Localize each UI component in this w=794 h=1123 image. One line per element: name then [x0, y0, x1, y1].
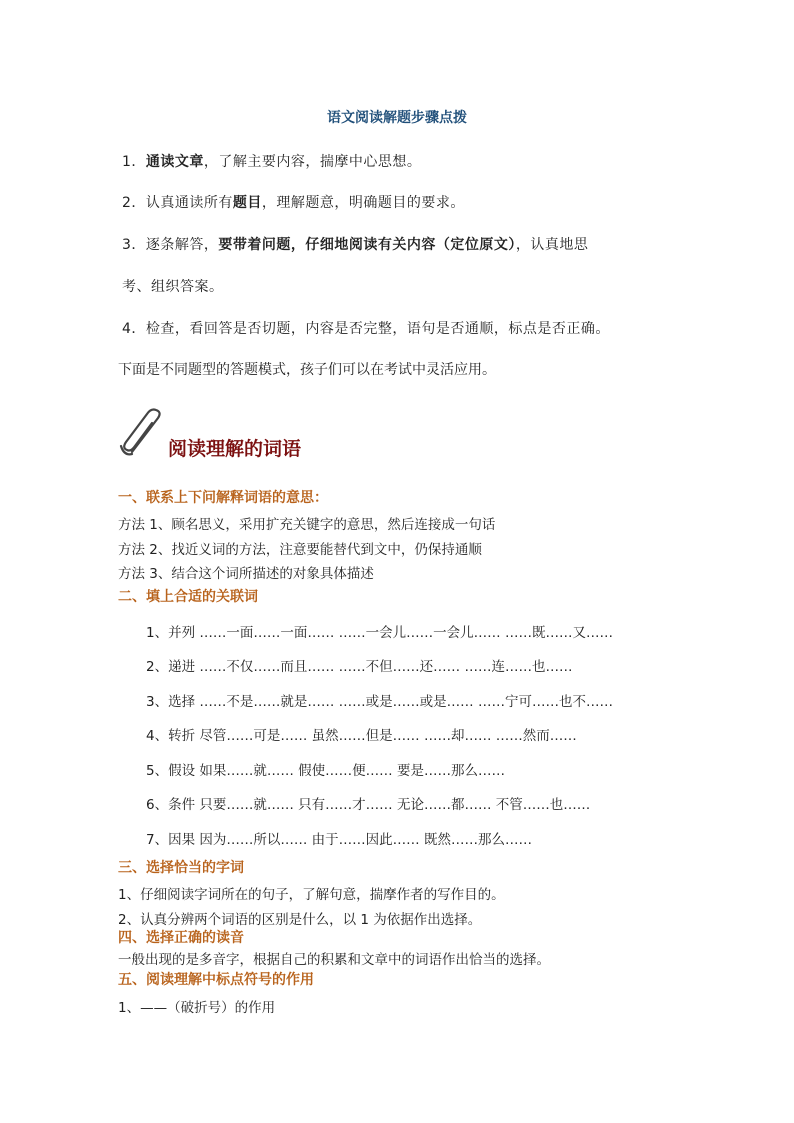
conjunction-row: 2、递进 ……不仅……而且…… ……不但……还…… ……连……也……	[146, 659, 573, 675]
intro-text: 下面是不同题型的答题模式，孩子们可以在考试中灵活应用。	[118, 362, 496, 378]
section-title: 阅读理解的词语	[168, 438, 302, 460]
step-2	[122, 192, 465, 212]
conjunction-row: 7、因果 因为……所以…… 由于……因此…… 既然……那么……	[146, 832, 532, 848]
step-text: 逐条解答，	[145, 237, 219, 253]
step-number: 2．	[122, 195, 146, 211]
reading-tip: 一般出现的是多音字，根据自己的积累和文章中的词语作出恰当的选择。	[118, 952, 550, 968]
step-number: 3．	[122, 237, 146, 253]
heading-4: 四、选择正确的读音	[118, 930, 244, 946]
step-1	[122, 151, 421, 171]
step-keyword: 题目	[232, 195, 262, 211]
method-2: 方法 2、找近义词的方法，注意要能替代到文中，仍保持通顺	[118, 542, 482, 558]
word-tip: 1、仔细阅读字词所在的句子，了解句意，揣摩作者的写作目的。	[118, 887, 505, 903]
heading-2: 二、填上合适的关联词	[118, 589, 258, 605]
punctuation-item: 1、——（破折号）的作用	[118, 1000, 276, 1016]
heading-1: 一、联系上下问解释词语的意思：	[118, 490, 328, 506]
step-text: 认真通读所有	[145, 195, 233, 211]
method-3: 方法 3、结合这个词所描述的对象具体描述	[118, 566, 374, 582]
step-text: 考、组织答案。	[122, 279, 224, 295]
step-text: ，了解主要内容，揣摩中心思想。	[203, 154, 422, 170]
conjunction-row: 3、选择 ……不是……就是…… ……或是……或是…… ……宁可……也不……	[146, 694, 613, 710]
step-text: ，理解题意，明确题目的要求。	[261, 195, 465, 211]
conjunction-row: 4、转折 尽管……可是…… 虽然……但是…… ……却…… ……然而……	[146, 728, 577, 744]
conjunction-row: 5、假设 如果……就…… 假使……便…… 要是……那么……	[146, 763, 505, 779]
conjunction-row: 1、并列 ……一面……一面…… ……一会儿……一会儿…… ……既……又……	[146, 625, 613, 641]
step-3	[122, 234, 588, 254]
step-3-continued	[122, 276, 224, 296]
step-keyword: 通读文章	[145, 154, 204, 170]
step-keyword: 要带着问题，仔细地阅读有关内容（定位原文）	[218, 237, 516, 253]
step-4	[122, 318, 610, 338]
page-title: 语文阅读解题步骤点拨	[327, 110, 467, 126]
step-text: ，认真地思	[515, 237, 589, 253]
heading-5: 五、阅读理解中标点符号的作用	[118, 972, 314, 988]
heading-3: 三、选择恰当的字词	[118, 860, 244, 876]
conjunction-row: 6、条件 只要……就…… 只有……才…… 无论……都…… 不管……也……	[146, 797, 591, 813]
method-1: 方法 1、顾名思义，采用扩充关键字的意思，然后连接成一句话	[118, 517, 496, 533]
step-number: 1．	[122, 154, 146, 170]
word-tip: 2、认真分辨两个词语的区别是什么，以 1 为依据作出选择。	[118, 912, 482, 928]
step-number: 4．	[122, 321, 146, 337]
paperclip-icon	[118, 408, 168, 464]
step-text: 检查，看回答是否切题，内容是否完整，语句是否通顺，标点是否正确。	[145, 321, 610, 337]
